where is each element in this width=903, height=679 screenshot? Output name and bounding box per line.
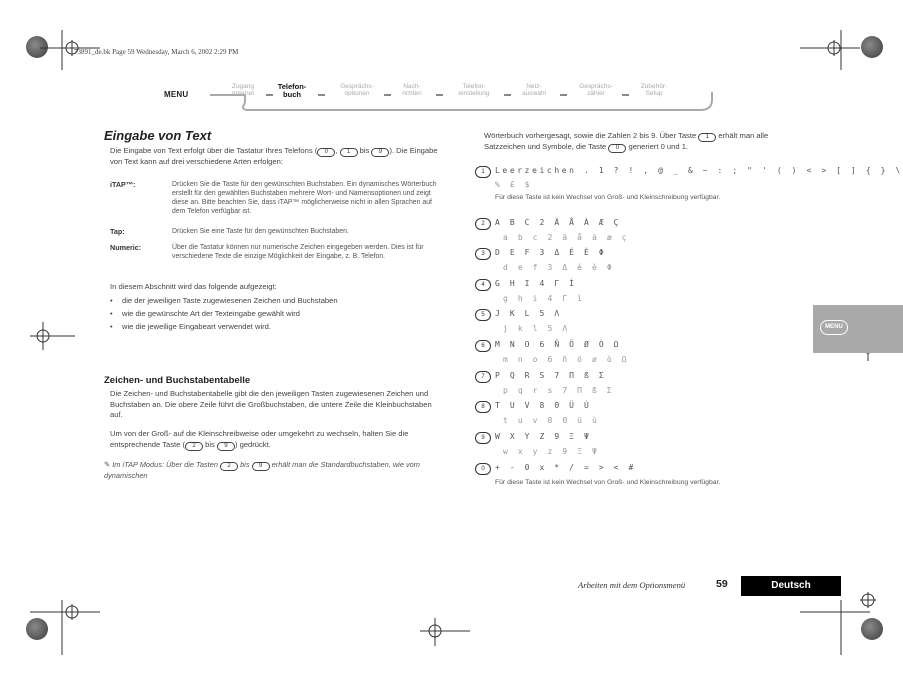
menu-tab-icon: MENU	[820, 320, 848, 335]
menu-item-telefoneinstellung: Telefon- einstellung	[458, 83, 490, 97]
key-5-upper: J K L 5 Λ	[495, 309, 562, 318]
key-9-lower: w x y z 9 Ξ Ψ	[503, 447, 600, 456]
menu-label: MENU	[164, 90, 189, 99]
key-2-icon: 2	[475, 218, 491, 230]
list-item: • wie die jeweilige Eingabeart verwendet wird.	[110, 322, 272, 331]
mode-term-numeric: Numeric:	[110, 243, 142, 252]
key-8-lower: t u v 8 Θ ü ù	[503, 416, 600, 425]
menu-item-nachrichten: Nach- richten	[402, 83, 422, 97]
key-1-upper: Leerzeichen . 1 ? ! , @ _ & ~ : ; " ' ( ) < > [ ] { } \	[495, 166, 903, 175]
mode-def-itap: Drücken Sie die Taste für den gewünschten Buchstaben. Ein dynamisches Wörterbuch erstellt für den gewählten Buchstaben mehrere Wort- und Namensoptionen und zeigt diese an. Bitte beachten Sie, dass iTAP™ möglicherweise nicht in allen Sprachen auf dem Telefon verfügbar ist.	[172, 181, 437, 216]
language-tab: Deutsch	[741, 576, 841, 596]
key-1-icon: 1	[340, 148, 358, 157]
menu-item-zugang-internet: Zugang Internet	[231, 83, 255, 97]
mode-term-tap: Tap:	[110, 227, 125, 236]
key-4-upper: G H I 4 Γ Ì	[495, 279, 577, 288]
page-title: Eingabe von Text	[104, 128, 212, 143]
key-3-icon: 3	[475, 248, 491, 260]
section2-paragraph-1: Die Zeichen- und Buchstabentabelle gibt die den jeweiligen Tasten zugewiesenen Zeichen und Buchstaben an. Die obere Zeile führt die Großbuchstaben, die untere Zeile die Kleinbuchstaben auf.	[110, 389, 432, 419]
key-9-icon: 9	[475, 432, 491, 444]
key-6-icon: 6	[475, 340, 491, 352]
list-item: • die der jeweiligen Taste zugewiesenen Zeichen und Buchstaben	[110, 296, 338, 305]
key-8-icon: 8	[475, 401, 491, 413]
menu-separator	[318, 94, 325, 96]
key-2-icon: 2	[220, 462, 238, 471]
key-1-icon: 1	[475, 166, 491, 178]
menu-separator	[560, 94, 567, 96]
mode-def-tap: Drücken Sie eine Taste für den gewünschten Buchstaben.	[172, 228, 349, 235]
key-6-upper: M N O 6 Ñ Ö Ø Ò Ω	[495, 340, 622, 349]
menu-item-gespraechsoptionen: Gesprächs- optionen	[340, 83, 374, 97]
intro-paragraph: Die Eingabe von Text erfolgt über die Tastatur Ihres Telefons ( 0 , 1 bis 9 ). Die Eingabe von Text kann auf drei verschiedene Arten erfolgen:	[110, 146, 438, 166]
key-5-icon: 5	[475, 309, 491, 321]
mode-term-itap: iTAP™:	[110, 180, 136, 189]
key-2-upper: A B C 2 Ä Å À Æ Ç	[495, 218, 622, 227]
key-1-note: Für diese Taste ist kein Wechsel von Groß- und Kleinschreibung verfügbar.	[495, 194, 721, 201]
key-2-lower: a b c 2 ä å à æ ç	[503, 233, 630, 242]
key-2-icon: 2	[185, 442, 203, 451]
menu-item-netzauswahl: Netz- auswahl	[522, 83, 546, 97]
key-3-upper: D E F 3 Δ É È Φ	[495, 248, 607, 257]
key-3-lower: d e f 3 Δ é è Φ	[503, 263, 615, 272]
section-intro: In diesem Abschnitt wird das folgende aufgezeigt:	[110, 282, 277, 291]
key-0-note: Für diese Taste ist kein Wechsel von Groß- und Kleinschreibung verfügbar.	[495, 479, 721, 486]
key-8-upper: T U V 8 Θ Ü Ù	[495, 401, 592, 410]
menu-item-telefonbuch: Telefon- buch	[277, 82, 307, 99]
key-4-icon: 4	[475, 279, 491, 291]
key-0-icon: 0	[608, 144, 626, 153]
key-4-lower: g h i 4 Γ ì	[503, 294, 585, 303]
list-item: • wie die gewünschte Art der Texteingabe gewählt wird	[110, 309, 300, 318]
key-0-icon: 0	[475, 463, 491, 475]
key-6-lower: m n o 6 ñ ö ø ò Ω	[503, 355, 630, 364]
bullet-list	[110, 296, 440, 332]
menu-item-gespraechszaehler: Gesprächs- zähler	[579, 83, 613, 97]
key-9-icon: 9	[371, 148, 389, 157]
menu-separator	[436, 94, 443, 96]
printer-header: 73891_de.bk Page 59 Wednesday, March 6, 2002 2:29 PM	[74, 48, 239, 56]
key-0-upper: + - 0 x * / = > < #	[495, 463, 636, 472]
right-intro: Wörterbuch vorhergesagt, sowie die Zahlen 2 bis 9. Über Taste 1 erhält man alle Satzzeichen und Symbole, die Taste 0 generiert 0 und 1.	[484, 131, 769, 151]
section2-paragraph-2: Um von der Groß- auf die Kleinschreibweise oder umgekehrt zu wechseln, halten Sie die entsprechende Taste ( 2 bis 9 ) gedrückt.	[110, 429, 409, 449]
key-9-icon: 9	[217, 442, 235, 451]
footer-section: Arbeiten mit dem Optionsmenü	[578, 580, 686, 590]
key-9-icon: 9	[252, 462, 270, 471]
itap-note: ✎ Im iTAP Modus: Über die Tasten 2 bis 9 erhält man die Standardbuchstaben, wie vom dynamischen	[104, 460, 420, 480]
menu-separator	[622, 94, 629, 96]
key-1-icon: 1	[698, 133, 716, 142]
key-1-lower: % £ $	[495, 180, 533, 189]
menu-separator	[266, 94, 273, 96]
menu-separator	[384, 94, 391, 96]
section2-title: Zeichen- und Buchstabentabelle	[104, 375, 251, 386]
note-icon: ✎	[104, 460, 113, 469]
key-7-upper: P Q R S 7 Π ß Σ	[495, 371, 607, 380]
key-7-lower: p q r s 7 Π ß Σ	[503, 386, 615, 395]
page-number: 59	[716, 578, 728, 590]
key-0-icon: 0	[317, 148, 335, 157]
mode-def-numeric: Über die Tastatur können nur numerische Zeichen eingegeben werden. Dies ist für verschiedene Texte die einzige Möglichkeit der Eingabe, z. B. Telefon.	[172, 244, 424, 261]
menu-separator	[504, 94, 511, 96]
key-7-icon: 7	[475, 371, 491, 383]
key-5-lower: j k l 5 Λ	[503, 324, 570, 333]
key-9-upper: W X Y Z 9 Ξ Ψ	[495, 432, 592, 441]
menu-item-zubehoer-setup: Zubehör- Setup	[640, 83, 668, 97]
